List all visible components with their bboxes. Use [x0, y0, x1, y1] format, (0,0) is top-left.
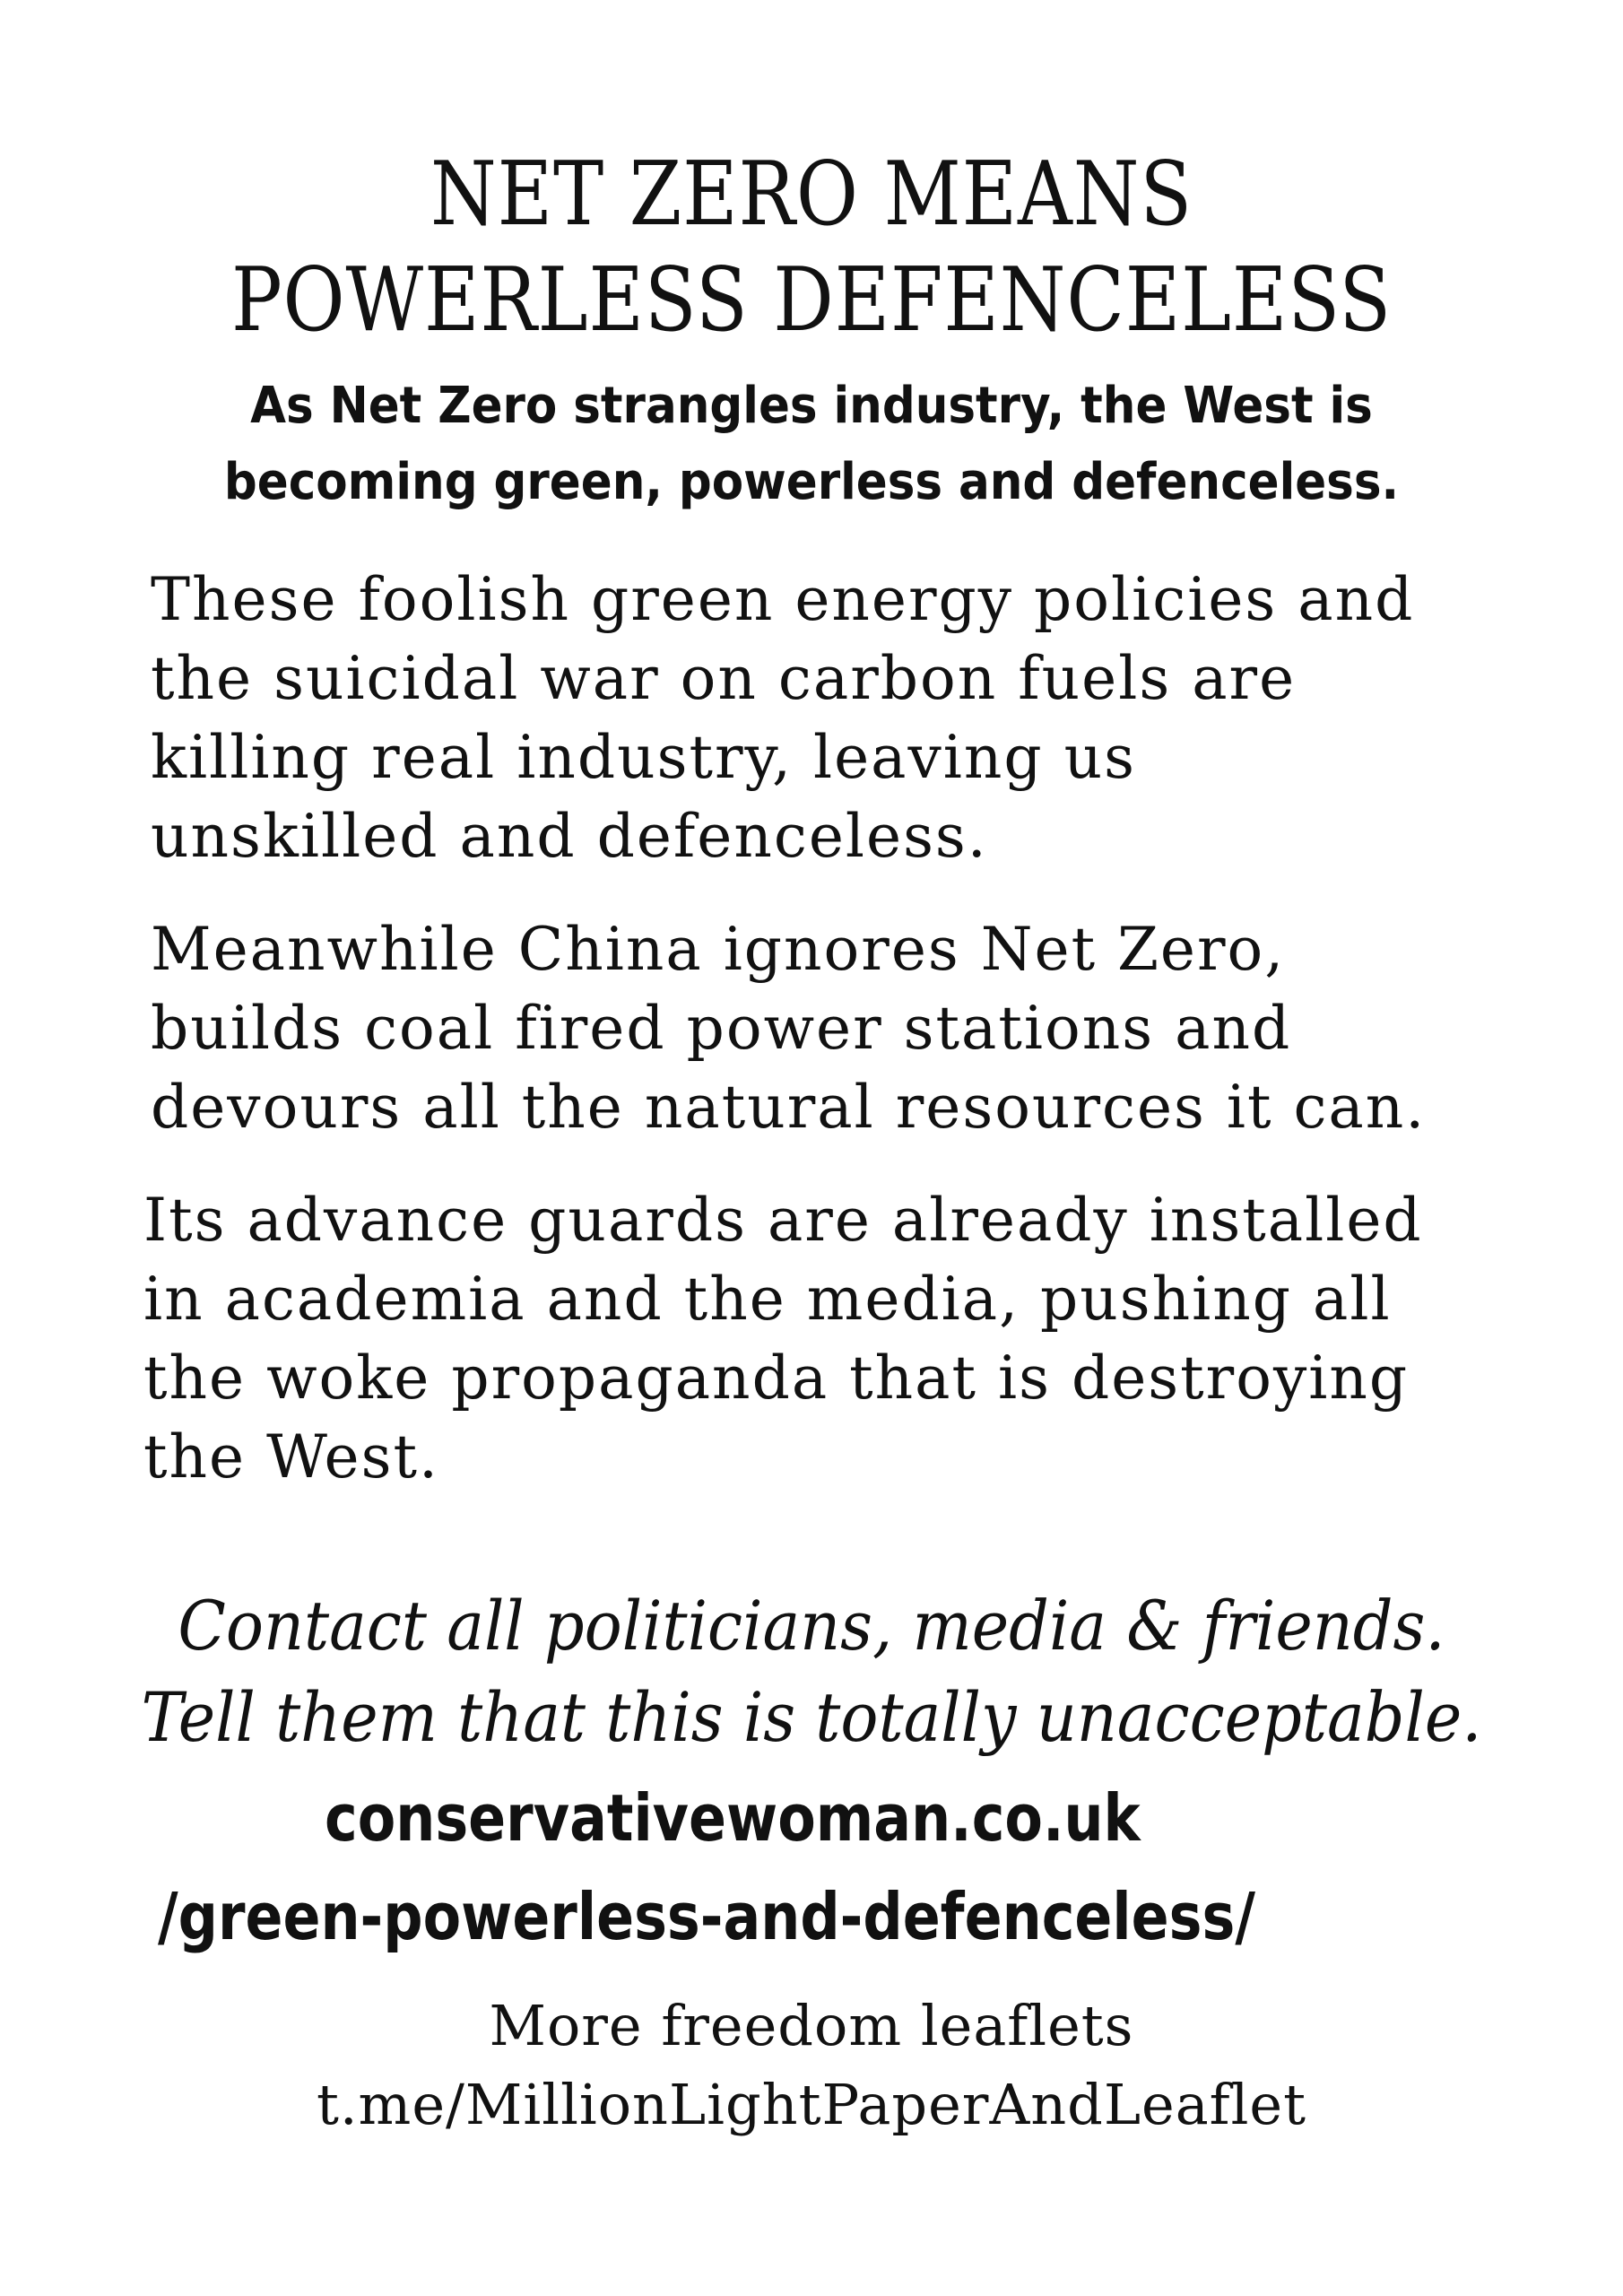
call-to-action-line-1: Contact all politicians, media & friends.	[178, 1586, 1445, 1665]
leaflet-title-line-2: POWERLESS DEFENCELESS	[230, 249, 1393, 352]
paragraph-3-line-4: the West.	[143, 1422, 439, 1492]
call-to-action-line-2: Tell them that this is totally unacceptable.	[141, 1677, 1482, 1757]
paragraph-1-line-4: unskilled and defenceless.	[151, 802, 988, 871]
paragraph-3-line-1: Its advance guards are already installed	[143, 1186, 1423, 1255]
leaflet-subtitle-line-1: As Net Zero strangles industry, the West is	[250, 377, 1373, 435]
paragraph-2-line-1: Meanwhile China ignores Net Zero,	[151, 915, 1286, 984]
paragraph-2-line-3: devours all the natural resources it can.	[151, 1073, 1427, 1142]
footer-line-1: More freedom leaflets	[489, 1993, 1134, 2058]
paragraph-1-line-2: the suicidal war on carbon fuels are	[151, 644, 1297, 713]
paragraph-1-line-1: These foolish green energy policies and	[151, 565, 1415, 634]
paragraph-1-line-3: killing real industry, leaving us	[151, 723, 1137, 792]
leaflet-title-line-1: NET ZERO MEANS	[430, 144, 1193, 246]
article-link-line-2[interactable]: /green-powerless-and-defenceless/	[158, 1879, 1255, 1954]
paragraph-3-line-3: the woke propaganda that is destroying	[143, 1344, 1410, 1413]
footer-telegram-link[interactable]: t.me/MillionLightPaperAndLeaflet	[316, 2072, 1307, 2137]
paragraph-2-line-2: builds coal fired power stations and	[151, 994, 1292, 1063]
paragraph-3-line-2: in academia and the media, pushing all	[143, 1265, 1392, 1334]
article-link-line-1[interactable]: conservativewoman.co.uk	[325, 1780, 1141, 1856]
leaflet-subtitle-line-2: becoming green, powerless and defenceless.	[223, 453, 1400, 511]
